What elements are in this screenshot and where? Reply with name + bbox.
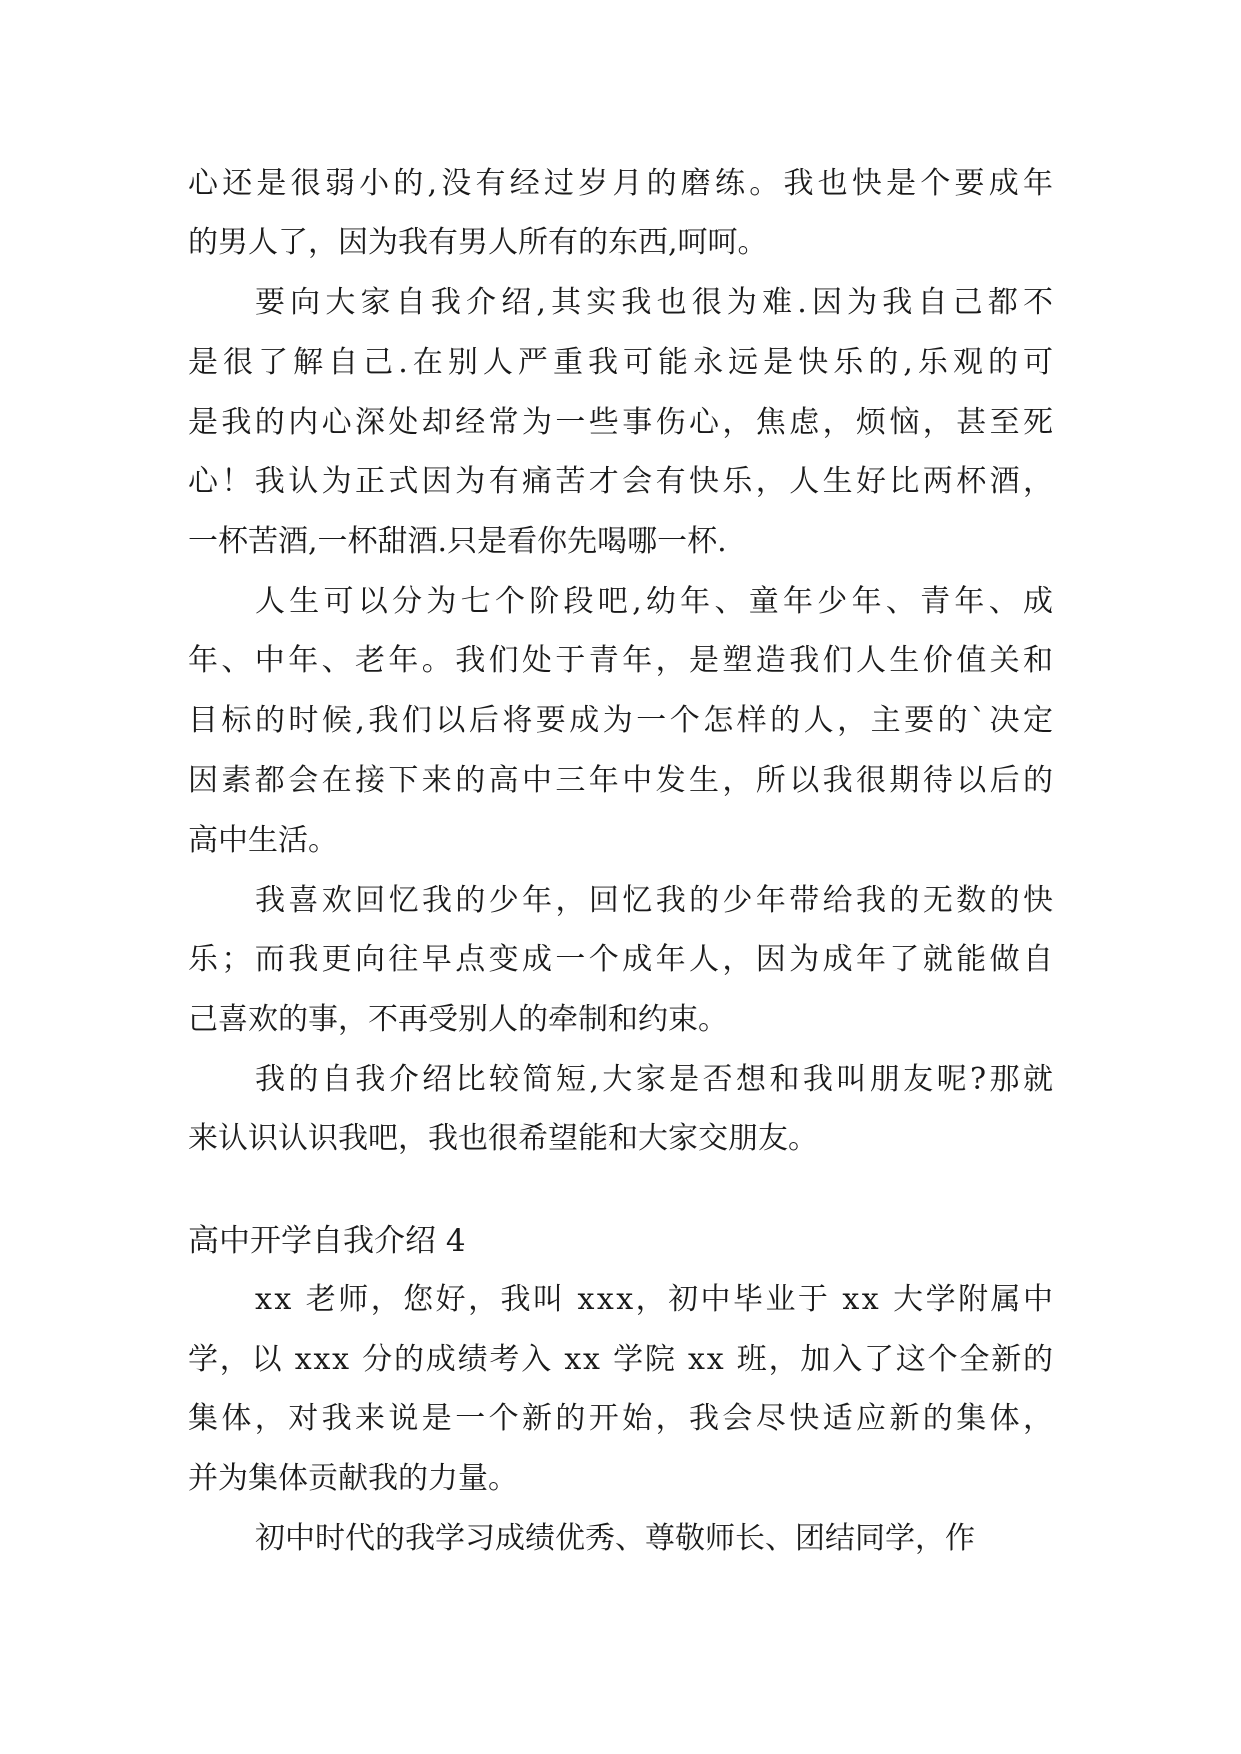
text-line — [0, 1454, 1241, 1504]
text-line — [0, 816, 1241, 866]
text-line — [0, 398, 1241, 448]
text-line — [0, 1335, 1241, 1385]
text-line-content: 集体，对我来说是一个新的开始，我会尽快适应新的集体， — [188, 1401, 1057, 1436]
text-line-content: 来认识认识我吧，我也很希望能和大家交朋友。 — [188, 1121, 818, 1156]
text-line-content: 心！我认为正式因为有痛苦才会有快乐，人生好比两杯酒， — [188, 464, 1057, 499]
text-line-content: 目标的时候,我们以后将要成为一个怎样的人，主要的`决定 — [188, 703, 1057, 738]
text-line-content: 心还是很弱小的,没有经过岁月的磨练。我也快是个要成年 — [188, 166, 1058, 201]
text-line-content: 因素都会在接下来的高中三年中发生，所以我很期待以后的 — [188, 763, 1057, 798]
text-line — [0, 278, 1241, 328]
text-line — [0, 218, 1241, 268]
text-line — [0, 517, 1241, 567]
text-line — [0, 995, 1241, 1045]
text-line-content: 乐；而我更向往早点变成一个成年人，因为成年了就能做自 — [188, 942, 1057, 977]
section-heading-text: 高中开学自我介绍 4 — [188, 1223, 466, 1259]
text-line-content: 要向大家自我介绍,其实我也很为难.因为我自己都不 — [255, 285, 1059, 320]
text-line-content: 我喜欢回忆我的少年，回忆我的少年带给我的无数的快 — [255, 883, 1057, 918]
text-line-content: 我的自我介绍比较简短,大家是否想和我叫朋友呢?那就 — [255, 1062, 1057, 1097]
text-line — [0, 338, 1241, 388]
section-heading — [0, 1216, 1241, 1266]
text-line — [0, 159, 1241, 209]
text-line-content: 是很了解自己.在别人严重我可能永远是快乐的,乐观的可 — [188, 345, 1059, 380]
text-line — [0, 935, 1241, 985]
text-line-content: 年、中年、老年。我们处于青年，是塑造我们人生价值关和 — [188, 643, 1057, 678]
text-line-content: 初中时代的我学习成绩优秀、尊敬师长、团结同学，作 — [255, 1521, 975, 1556]
text-line — [0, 636, 1241, 686]
text-line-content: 高中生活。 — [188, 823, 338, 858]
text-line-content: 己喜欢的事，不再受别人的牵制和约束。 — [188, 1002, 728, 1037]
text-line — [0, 756, 1241, 806]
text-line-content: 学，以 xxx 分的成绩考入 xx 学院 xx 班，加入了这个全新的 — [188, 1342, 1055, 1377]
text-line — [0, 696, 1241, 746]
text-line — [0, 1055, 1241, 1105]
text-line-content: 是我的内心深处却经常为一些事伤心，焦虑，烦恼，甚至死 — [188, 405, 1057, 440]
text-line — [0, 876, 1241, 926]
text-line — [0, 577, 1241, 627]
text-line — [0, 1275, 1241, 1325]
text-line-content: 的男人了，因为我有男人所有的东西,呵呵。 — [188, 225, 768, 260]
text-line-content: 并为集体贡献我的力量。 — [188, 1461, 518, 1496]
text-line-content: 一杯苦酒,一杯甜酒.只是看你先喝哪一杯. — [188, 524, 727, 559]
text-line — [0, 1114, 1241, 1164]
text-line — [0, 1514, 1241, 1564]
text-line — [0, 457, 1241, 507]
text-line-content: 人生可以分为七个阶段吧,幼年、童年少年、青年、成 — [255, 584, 1058, 619]
text-line-content: xx 老师，您好，我叫 xxx，初中毕业于 xx 大学附属中 — [255, 1282, 1056, 1317]
text-line — [0, 1394, 1241, 1444]
